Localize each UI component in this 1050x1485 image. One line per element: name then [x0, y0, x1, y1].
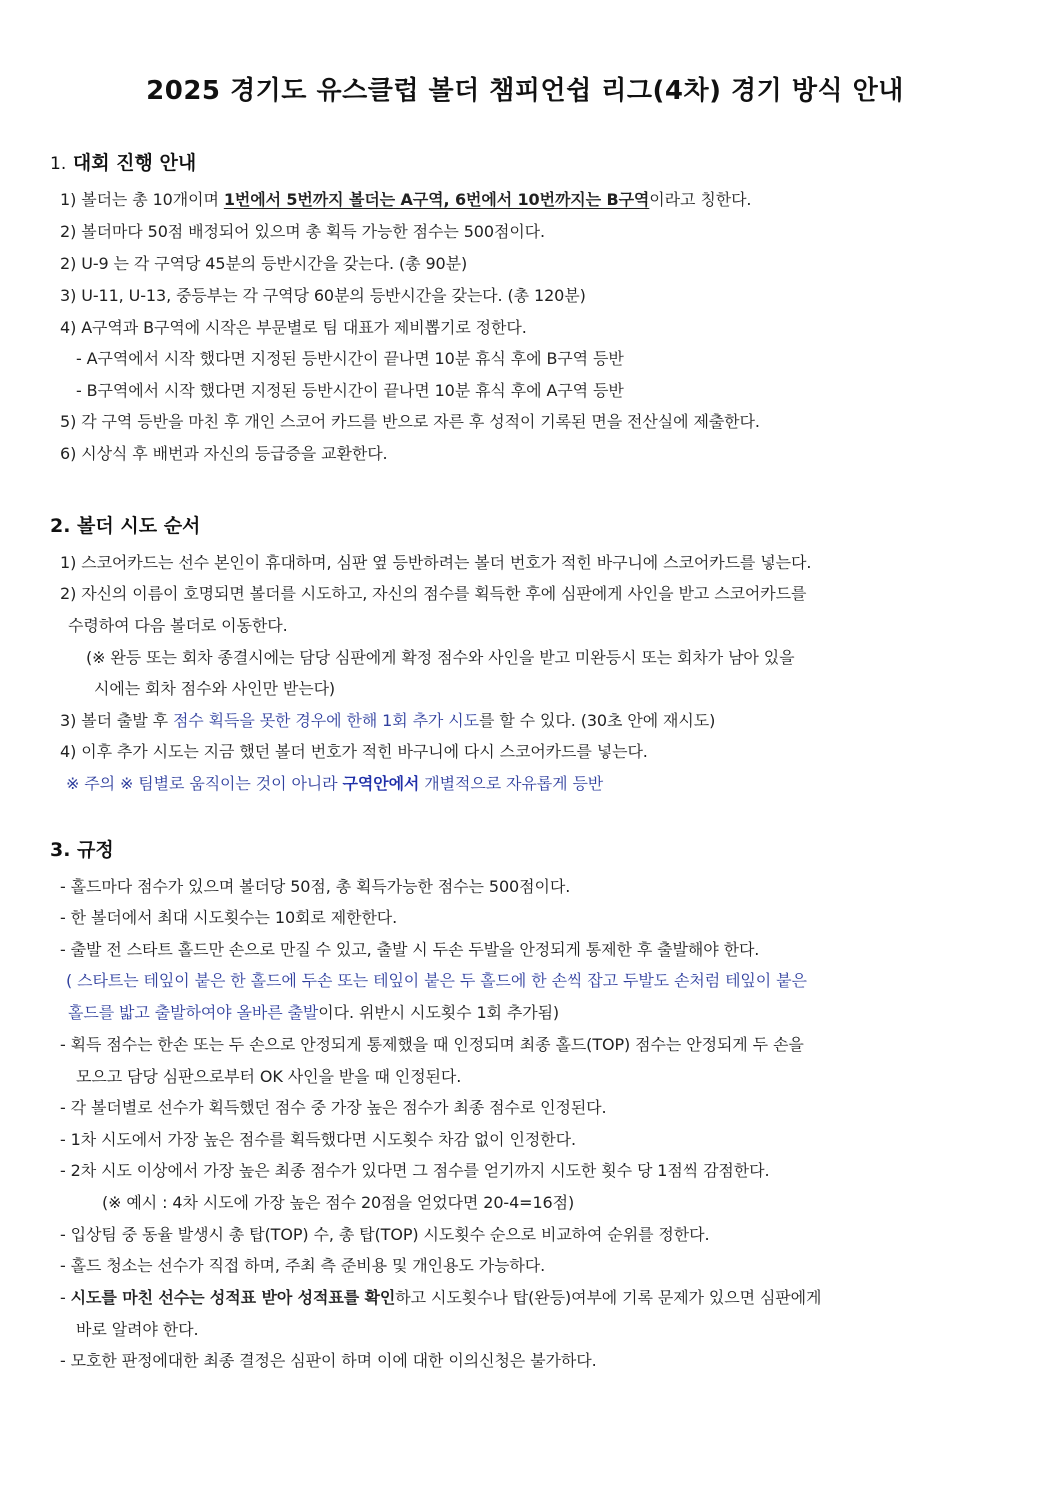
s2-line-2: 2) 자신의 이름이 호명되면 볼더를 시도하고, 자신의 점수를 획득한 후에 심판에게 사인을 받고 스코어카드를 [60, 584, 807, 603]
s3-line-15: 바로 알려야 한다. [76, 1320, 199, 1339]
s2-line-6-highlight: 점수 획득을 못한 경우에 한해 1회 추가 시도 [172, 711, 479, 730]
s3-line-14-tail: 하고 시도횟수나 탑(완등)여부에 기록 문제가 있으면 심판에게 [395, 1288, 822, 1307]
s3-line-14 [60, 1285, 821, 1308]
s2-caution-emphasis: 구역안에서 [342, 774, 420, 793]
s1-line-5: 4) A구역과 B구역에 시작은 부문별로 팀 대표가 제비뽑기로 정한다. [60, 318, 527, 337]
s1-line-1-emphasis: 1번에서 5번까지 볼더는 A구역, 6번에서 10번까지는 B구역 [223, 190, 650, 209]
s2-line-4: (※ 완등 또는 회차 종결시에는 담당 심판에게 확정 점수와 사인을 받고 미완등시 또는 회차가 남아 있을 [86, 648, 795, 667]
s3-line-11: (※ 예시 : 4차 시도에 가장 높은 점수 20점을 얻었다면 20-4=16점) [102, 1193, 575, 1212]
s1-line-1-tail: 이라고 칭한다. [649, 190, 752, 209]
s1-line-1 [60, 187, 751, 210]
s1-line-3: 2) U-9 는 각 구역당 45분의 등반시간을 갖는다. (총 90분) [60, 254, 468, 273]
s2-line-6 [60, 708, 715, 731]
s2-line-5: 시에는 회차 점수와 사인만 받는다) [94, 679, 336, 698]
s2-caution-text: ※ 주의 ※ 팀별로 움직이는 것이 아니라 [66, 774, 343, 793]
s2-caution-tail: 개별적으로 자유롭게 등반 [419, 774, 604, 793]
section-3-heading: 3. 규정 [50, 839, 114, 861]
section-1-heading [50, 148, 196, 175]
s3-line-4: ( 스타트는 테잎이 붙은 한 홀드에 두손 또는 테잎이 붙은 두 홀드에 한 손씩 잡고 두발도 손처럼 테잎이 붙은 [66, 971, 807, 990]
s1-line-8: 5) 각 구역 등반을 마친 후 개인 스코어 카드를 반으로 자른 후 성적이 기록된 면을 전산실에 제출한다. [60, 412, 760, 431]
s3-line-2: - 한 볼더에서 최대 시도횟수는 10회로 제한한다. [60, 908, 398, 927]
document-title: 2025 경기도 유스클럽 볼더 챔피언쉽 리그(4차) 경기 방식 안내 [146, 76, 904, 106]
section-1-title: 대회 진행 안내 [72, 152, 197, 174]
s2-line-6-tail: 를 할 수 있다. (30초 안에 재시도) [479, 711, 716, 730]
s3-line-5-tail: 이다. 위반시 시도횟수 1회 추가됨) [318, 1003, 560, 1022]
s1-line-1-text: 1) 볼더는 총 10개이며 [60, 190, 224, 209]
s3-line-10: - 2차 시도 이상에서 가장 높은 최종 점수가 있다면 그 점수를 얻기까지 시도한 횟수 당 1점씩 감점한다. [60, 1161, 770, 1180]
s1-line-9: 6) 시상식 후 배번과 자신의 등급증을 교환한다. [60, 444, 388, 463]
s1-line-7: - B구역에서 시작 했다면 지정된 등반시간이 끝나면 10분 휴식 후에 A구역 등반 [76, 381, 624, 400]
s2-line-7: 4) 이후 추가 시도는 지금 했던 볼더 번호가 적힌 바구니에 다시 스코어카드를 넣는다. [60, 742, 648, 761]
section-2-heading: 2. 볼더 시도 순서 [50, 515, 201, 537]
s3-line-6: - 획득 점수는 한손 또는 두 손으로 안정되게 통제했을 때 인정되며 최종 홀드(TOP) 점수는 안정되게 두 손을 [60, 1035, 804, 1054]
s1-line-4: 3) U-11, U-13, 중등부는 각 구역당 60분의 등반시간을 갖는다. (총 120분) [60, 286, 586, 305]
s2-caution-line [66, 771, 603, 794]
s3-line-16: - 모호한 판정에대한 최종 결정은 심판이 하며 이에 대한 이의신청은 불가하다. [60, 1351, 597, 1370]
s3-line-5-highlight: 홀드를 밟고 출발하여야 올바른 출발 [68, 1003, 319, 1022]
s3-line-7: 모으고 담당 심판으로부터 OK 사인을 받을 때 인정된다. [76, 1067, 462, 1086]
s3-line-5 [68, 1000, 559, 1023]
s3-line-9: - 1차 시도에서 가장 높은 점수를 획득했다면 시도횟수 차감 없이 인정한다. [60, 1130, 576, 1149]
s2-line-1: 1) 스코어카드는 선수 본인이 휴대하며, 심판 옆 등반하려는 볼더 번호가 적힌 바구니에 스코어카드를 넣는다. [60, 553, 812, 572]
s2-line-3: 수령하여 다음 볼더로 이동한다. [68, 616, 288, 635]
section-1-number: 1. [50, 154, 67, 174]
s3-line-13: - 홀드 청소는 선수가 직접 하며, 주최 측 준비용 및 개인용도 가능하다. [60, 1256, 546, 1275]
s3-line-12: - 입상팀 중 동율 발생시 총 탑(TOP) 수, 총 탑(TOP) 시도횟수 순으로 비교하여 순위를 정한다. [60, 1225, 710, 1244]
s3-line-8: - 각 볼더별로 선수가 획득했던 점수 중 가장 높은 점수가 최종 점수로 인정된다. [60, 1098, 607, 1117]
s1-line-6: - A구역에서 시작 했다면 지정된 등반시간이 끝나면 10분 휴식 후에 B구역 등반 [76, 349, 624, 368]
s3-line-3: - 출발 전 스타트 홀드만 손으로 만질 수 있고, 출발 시 두손 두발을 안정되게 통제한 후 출발해야 한다. [60, 940, 760, 959]
s2-line-6-text: 3) 볼더 출발 후 [60, 711, 173, 730]
s3-line-14-dash: - [60, 1288, 71, 1307]
s3-line-1: - 홀드마다 점수가 있으며 볼더당 50점, 총 획득가능한 점수는 500점이다. [60, 877, 571, 896]
s1-line-2: 2) 볼더마다 50점 배정되어 있으며 총 획득 가능한 점수는 500점이다. [60, 222, 546, 241]
s3-line-14-emphasis: 시도를 마친 선수는 성적표 받아 성적표를 확인 [70, 1288, 396, 1307]
